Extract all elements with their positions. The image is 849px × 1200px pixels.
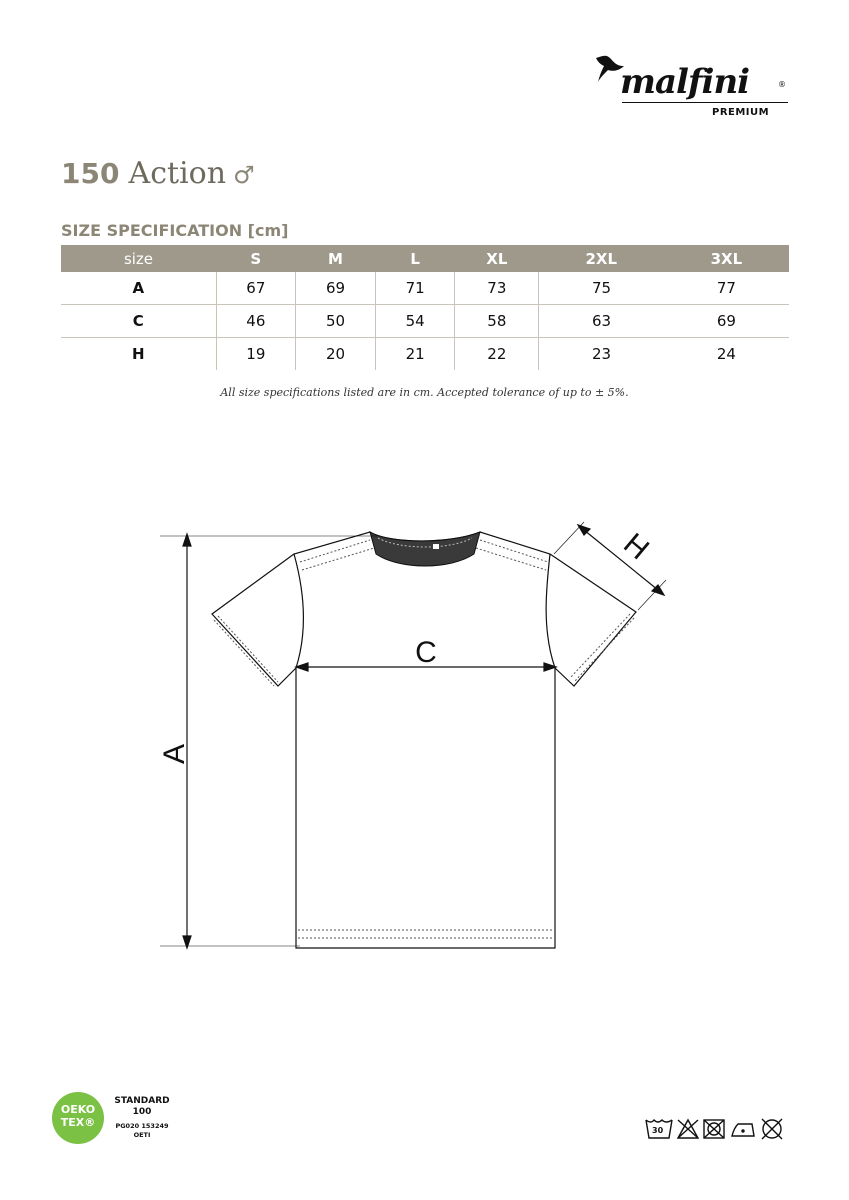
brand-tier: PREMIUM <box>712 107 770 118</box>
oeko-cert-number: PG020 153249 <box>115 1122 169 1130</box>
table-cell: 54 <box>375 305 455 338</box>
table-cell: 21 <box>375 338 455 371</box>
product-title <box>61 156 255 196</box>
tshirt-outline <box>212 532 636 948</box>
table-cell: 19 <box>216 338 296 371</box>
iron-low-icon <box>732 1124 754 1136</box>
product-name: Action <box>128 156 227 191</box>
no-bleach-icon <box>678 1120 698 1138</box>
table-cell: 50 <box>296 305 376 338</box>
table-cell: 24 <box>716 345 736 363</box>
brand-wordmark: malfini <box>620 62 750 102</box>
table-cell: 77 <box>664 272 789 305</box>
table-cell: 46 <box>216 305 296 338</box>
size-header-cell: XL <box>455 245 539 272</box>
oeko-line1: OEKO <box>60 1103 96 1116</box>
oeko-cert <box>110 1122 174 1140</box>
oeko-standard-label: STANDARD <box>114 1096 170 1106</box>
label-c: C <box>415 636 437 669</box>
row-label: C <box>61 305 216 338</box>
stitching <box>214 540 634 938</box>
row-label: H <box>131 345 145 363</box>
table-cell: 71 <box>375 272 455 305</box>
row-label: A <box>61 272 216 305</box>
oeko-institute: OETI <box>133 1131 151 1139</box>
logo-divider <box>622 102 788 103</box>
table-row <box>61 272 789 305</box>
size-table <box>61 245 789 370</box>
registered-mark: ® <box>778 80 786 89</box>
oeko-tex-badge <box>52 1092 192 1148</box>
tshirt-diagram <box>150 510 690 970</box>
table-cell: 63 <box>539 305 664 338</box>
size-header-cell: S <box>216 245 296 272</box>
label-a: A <box>158 743 191 765</box>
wash-temperature: 30 <box>652 1126 664 1135</box>
product-code: 150 <box>61 157 120 190</box>
oeko-standard <box>110 1096 174 1118</box>
table-cell: 73 <box>455 272 539 305</box>
oeko-tex-logo-text <box>52 1103 104 1129</box>
care-icons <box>644 1116 796 1142</box>
table-cell: 75 <box>539 272 664 305</box>
table-cell: 20 <box>296 338 376 371</box>
size-header-row <box>61 245 789 272</box>
table-row <box>61 338 789 371</box>
label-h: H <box>617 527 656 567</box>
size-header-cell: 3XL <box>664 245 789 272</box>
collar <box>370 532 480 566</box>
male-symbol-icon: ♂ <box>233 161 255 189</box>
tolerance-note: All size specifications listed are in cm. Accepted tolerance of up to ± 5%. <box>220 386 629 399</box>
table-row <box>61 305 789 338</box>
neck-label <box>433 544 439 549</box>
size-header-cell: L <box>375 245 455 272</box>
oeko-line2: TEX® <box>60 1116 96 1129</box>
size-header-cell: 2XL <box>539 245 664 272</box>
table-cell: 22 <box>455 338 539 371</box>
oeko-standard-number: 100 <box>132 1107 152 1117</box>
table-cell: 67 <box>216 272 296 305</box>
spec-heading: SIZE SPECIFICATION [cm] <box>61 221 289 240</box>
table-cell: 23 <box>539 338 664 371</box>
size-header-cell: M <box>296 245 376 272</box>
table-cell: 58 <box>455 305 539 338</box>
table-cell: 69 <box>296 272 376 305</box>
no-tumble-dry-icon <box>704 1120 724 1138</box>
size-header-label: size <box>61 245 216 272</box>
table-cell: 69 <box>664 305 789 338</box>
dimension-lines <box>160 522 666 948</box>
care-symbols <box>644 1116 796 1142</box>
brand-logo <box>592 52 792 122</box>
no-dry-clean-icon <box>762 1119 782 1139</box>
